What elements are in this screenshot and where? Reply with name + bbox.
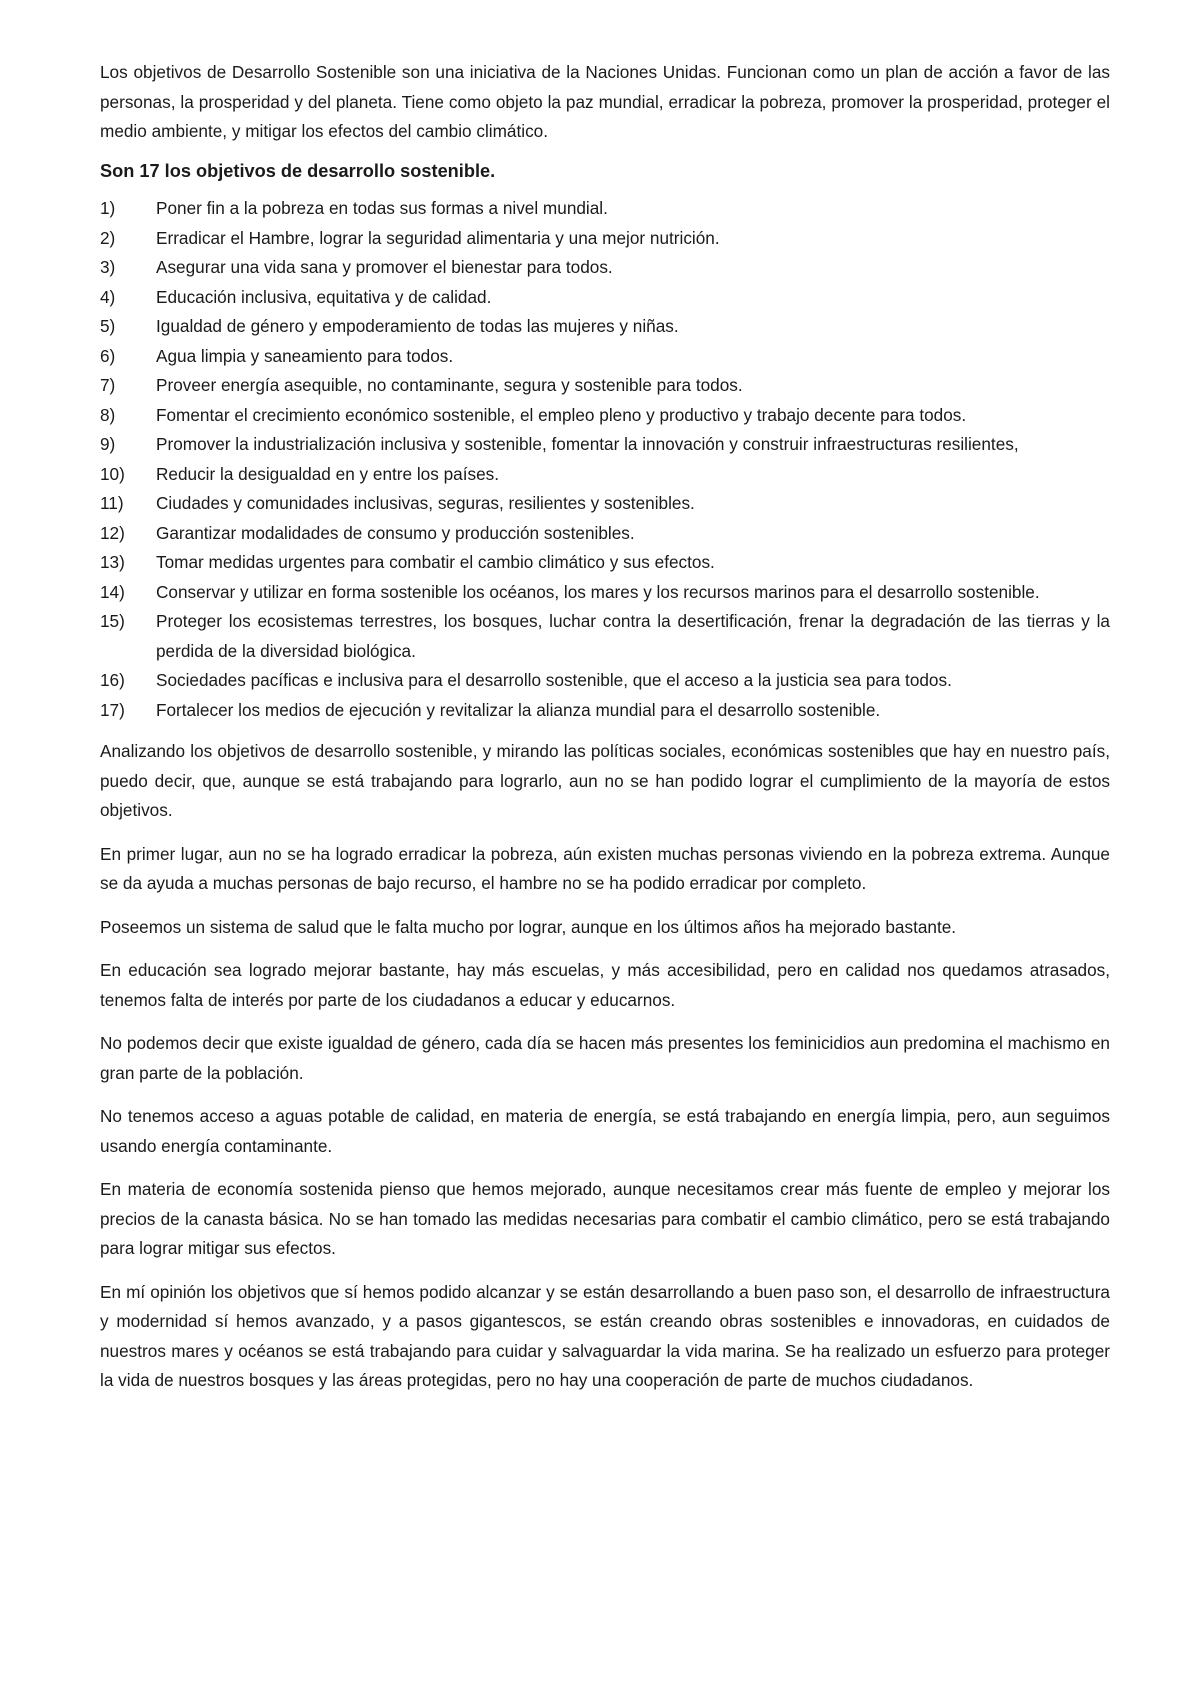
goal-item bbox=[100, 253, 1110, 283]
goal-item bbox=[100, 342, 1110, 372]
goal-text: Tomar medidas urgentes para combatir el cambio climático y sus efectos. bbox=[156, 552, 715, 572]
goal-item bbox=[100, 578, 1110, 608]
goal-text: Sociedades pacíficas e inclusiva para el desarrollo sostenible, que el acceso a la justicia sea para todos. bbox=[156, 670, 952, 690]
goal-number: 17) bbox=[100, 699, 125, 720]
goal-number: 15) bbox=[100, 611, 125, 631]
goal-item bbox=[100, 224, 1110, 254]
goal-number: 13) bbox=[100, 552, 125, 572]
goal-text: Garantizar modalidades de consumo y producción sostenibles. bbox=[156, 522, 635, 543]
goal-item bbox=[100, 401, 1110, 431]
body-paragraph: En educación sea logrado mejorar bastante, hay más escuelas, y más accesibilidad, pero en calidad nos quedamos atrasados, tenemos falta de interés por parte de los ciudadanos a educar y educarnos. bbox=[100, 960, 1110, 1010]
goal-item bbox=[100, 312, 1110, 342]
goal-text: Proveer energía asequible, no contaminante, segura y sostenible para todos. bbox=[156, 375, 743, 395]
goal-number: 14) bbox=[100, 581, 125, 602]
goal-text: Educación inclusiva, equitativa y de calidad. bbox=[156, 286, 492, 307]
goal-item bbox=[100, 548, 1110, 578]
goal-item bbox=[100, 519, 1110, 549]
goal-item bbox=[100, 194, 1110, 224]
goal-number: 9) bbox=[100, 434, 116, 454]
goal-item bbox=[100, 666, 1110, 696]
body-paragraph: No tenemos acceso a aguas potable de calidad, en materia de energía, se está trabajando en energía limpia, pero, aun seguimos usando energía contaminante. bbox=[100, 1106, 1110, 1156]
goal-item bbox=[100, 283, 1110, 313]
goal-item bbox=[100, 607, 1110, 666]
body-paragraph: Analizando los objetivos de desarrollo sostenible, y mirando las políticas sociales, económicas sostenibles que hay en nuestro país, puedo decir, que, aunque se está trabajando para lograrlo, aun no se han podido lograr el cumplimiento de la mayoría de estos objetivos. bbox=[100, 741, 1110, 820]
goal-item bbox=[100, 489, 1110, 519]
document-page bbox=[100, 58, 1110, 1410]
goal-number: 8) bbox=[100, 404, 116, 425]
goal-number: 10) bbox=[100, 463, 125, 484]
goal-number: 3) bbox=[100, 257, 116, 277]
goal-text: Reducir la desigualdad en y entre los países. bbox=[156, 463, 500, 484]
goal-text: Poner fin a la pobreza en todas sus formas a nivel mundial. bbox=[156, 198, 608, 218]
goal-number: 12) bbox=[100, 522, 125, 543]
goal-number: 16) bbox=[100, 670, 125, 690]
goal-number: 11) bbox=[100, 493, 124, 513]
goal-item bbox=[100, 430, 1110, 460]
goal-number: 5) bbox=[100, 316, 116, 336]
body-paragraph: En materia de economía sostenida pienso que hemos mejorado, aunque necesitamos crear más fuente de empleo y mejorar los precios de la canasta básica. No se han tomado las medidas necesarias para combatir el cambio climático, pero se está trabajando para lograr mitigar sus efectos. bbox=[100, 1179, 1110, 1258]
goal-number: 2) bbox=[100, 227, 116, 248]
body-paragraph: En mí opinión los objetivos que sí hemos podido alcanzar y se están desarrollando a buen paso son, el desarrollo de infraestructura y modernidad sí hemos avanzado, y a pasos gigantescos, se están creando obras sostenibles e innovadoras, en cuidados de nuestros mares y océanos se está trabajando para cuidar y salvaguardar la vida marina. Se ha realizado un esfuerzo para proteger la vida de nuestros bosques y las áreas protegidas, pero no hay una cooperación de parte de muchos ciudadanos. bbox=[100, 1281, 1110, 1390]
goal-item bbox=[100, 460, 1110, 490]
goal-number: 1) bbox=[100, 198, 116, 218]
goal-item bbox=[100, 696, 1110, 726]
goals-heading: Son 17 los objetivos de desarrollo sostenible. bbox=[100, 160, 496, 181]
goal-text: Ciudades y comunidades inclusivas, seguras, resilientes y sostenibles. bbox=[156, 493, 695, 513]
intro-paragraph: Los objetivos de Desarrollo Sostenible son una iniciativa de la Naciones Unidas. Funcionan como un plan de acción a favor de las personas, la prosperidad y del planeta. Tiene como objeto la paz mundial, erradicar la pobreza, promover la prosperidad, proteger el medio ambiente, y mitigar los efectos del cambio climático. bbox=[100, 62, 1110, 141]
goal-text: Fomentar el crecimiento económico sostenible, el empleo pleno y productivo y trabajo decente para todos. bbox=[156, 404, 967, 425]
goal-text: Promover la industrialización inclusiva y sostenible, fomentar la innovación y construir infraestructuras resilientes, bbox=[156, 434, 1019, 454]
goal-text: Asegurar una vida sana y promover el bienestar para todos. bbox=[156, 257, 613, 277]
goal-text: Conservar y utilizar en forma sostenible los océanos, los mares y los recursos marinos para el desarrollo sostenible. bbox=[156, 581, 1040, 602]
goal-number: 6) bbox=[100, 345, 116, 366]
goal-text: Proteger los ecosistemas terrestres, los bosques, luchar contra la desertificación, frenar la degradación de las tierras y la perdida de la diversidad biológica. bbox=[156, 611, 1110, 661]
goal-number: 4) bbox=[100, 286, 116, 307]
body-paragraph: En primer lugar, aun no se ha logrado erradicar la pobreza, aún existen muchas personas viviendo en la pobreza extrema. Aunque se da ayuda a muchas personas de bajo recurso, el hambre no se ha podido erradicar por completo. bbox=[100, 843, 1110, 893]
goals-list bbox=[100, 194, 1110, 725]
goal-text: Fortalecer los medios de ejecución y revitalizar la alianza mundial para el desarrollo sostenible. bbox=[156, 699, 881, 720]
goal-text: Agua limpia y saneamiento para todos. bbox=[156, 345, 454, 366]
goal-text: Erradicar el Hambre, lograr la seguridad alimentaria y una mejor nutrición. bbox=[156, 227, 720, 248]
body-paragraph: No podemos decir que existe igualdad de género, cada día se hacen más presentes los feminicidios aun predomina el machismo en gran parte de la población. bbox=[100, 1033, 1110, 1083]
body-paragraph: Poseemos un sistema de salud que le falta mucho por lograr, aunque en los últimos años ha mejorado bastante. bbox=[100, 916, 957, 937]
goal-text: Igualdad de género y empoderamiento de todas las mujeres y niñas. bbox=[156, 316, 679, 336]
analysis-section bbox=[100, 737, 1110, 1396]
goal-item bbox=[100, 371, 1110, 401]
goal-number: 7) bbox=[100, 375, 116, 395]
